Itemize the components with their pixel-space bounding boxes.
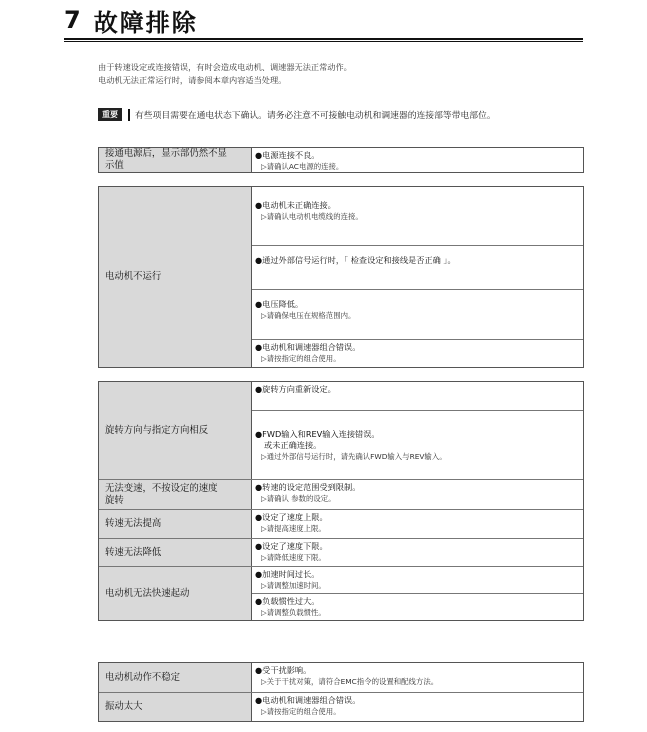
remedy-text: ▷请确认电动机电缆线的连接。 <box>261 212 363 221</box>
cause-text: ●旋转方向重新设定。 <box>255 384 336 394</box>
cause-cell <box>252 566 583 593</box>
cause-cell <box>252 509 583 538</box>
cause-text: ●电源连接不良。 <box>255 150 320 160</box>
symptom-text: 转速无法提高 <box>105 518 162 529</box>
remedy-text: ▷请调整负载惯性。 <box>261 608 326 617</box>
cause-cell <box>252 538 583 566</box>
note-divider <box>128 109 130 121</box>
remedy-text: ▷请按指定的组合使用。 <box>261 354 341 363</box>
cause-text: ●设定了速度上限。 <box>255 512 328 522</box>
cause-cell <box>252 187 583 245</box>
cause-cell <box>252 410 583 479</box>
remedy-text: ▷关于干扰对策，请符合EMC指令的设置和配线方法。 <box>261 677 439 686</box>
important-tag: 重要 <box>98 108 122 121</box>
symptom-text: 旋转 <box>105 494 124 506</box>
chapter-title: 故障排除 <box>93 8 198 37</box>
heading-rule-thin <box>64 41 583 42</box>
cause-cell <box>252 382 583 410</box>
cause-text: ●电动机和调速器组合错误。 <box>255 342 361 352</box>
symptom-cell <box>99 510 252 538</box>
remedy-text: ▷请降低速度下限。 <box>261 553 326 562</box>
troubleshoot-table-2 <box>98 186 584 368</box>
cause-cell <box>252 479 583 509</box>
cause-text: ●负载惯性过大。 <box>255 596 320 606</box>
symptom-cell <box>99 187 252 367</box>
important-note <box>98 108 496 121</box>
cause-cell <box>252 692 583 721</box>
symptom-cell <box>99 663 252 692</box>
cause-cell <box>252 289 583 339</box>
cause-cell <box>252 148 583 172</box>
symptom-text: 无法变速，不按设定的速度 <box>105 482 218 494</box>
symptom-cell <box>99 693 252 721</box>
cause-text: ●受干扰影响。 <box>255 665 312 675</box>
cause-text: ●电动机和调速器组合错误。 <box>255 695 361 705</box>
remedy-text: ▷请调整加速时间。 <box>261 581 326 590</box>
cause-text: ●电压降低。 <box>255 299 304 309</box>
intro-line-1: 由于转速设定或连接错误，有时会造成电动机、调速器无法正常动作。 <box>98 62 352 72</box>
cause-text: ●加速时间过长。 <box>255 569 320 579</box>
cause-cell <box>252 339 583 367</box>
symptom-text: 接通电源后，显示部仍然不显 <box>105 148 227 159</box>
cause-text: ●电动机未正确连接。 <box>255 200 336 210</box>
cause-text: ●设定了速度下限。 <box>255 541 328 551</box>
symptom-cell <box>99 148 252 172</box>
remedy-text: ▷请确保电压在规格范围内。 <box>261 311 356 320</box>
cause-text: 或未正确连接。 <box>264 440 322 450</box>
symptom-text: 旋转方向与指定方向相反 <box>105 424 209 436</box>
heading-rule <box>64 38 583 40</box>
chapter-heading <box>64 2 198 38</box>
symptom-text: 示值 <box>105 160 124 171</box>
remedy-text: ▷请确认 参数的设定。 <box>261 494 336 503</box>
remedy-text: ▷请提高速度上限。 <box>261 524 326 533</box>
cause-text: ●通过外部信号运行时，「 检查设定和接线是否正确 」。 <box>255 255 456 265</box>
cause-cell <box>252 663 583 692</box>
important-text: 有些项目需要在通电状态下确认。请务必注意不可接触电动机和调速器的连接部等带电部位。 <box>135 111 496 121</box>
troubleshoot-table-1 <box>98 147 584 173</box>
chapter-number: 7 <box>64 6 82 34</box>
cause-cell <box>252 245 583 289</box>
symptom-text: 电动机动作不稳定 <box>105 671 181 683</box>
symptom-cell <box>99 382 252 479</box>
remedy-text: ▷请按指定的组合使用。 <box>261 707 341 716</box>
troubleshoot-table-4 <box>98 662 584 722</box>
symptom-text: 电动机无法快速起动 <box>105 587 190 599</box>
symptom-text: 转速无法降低 <box>105 546 162 558</box>
intro-line-2: 电动机无法正常运行时，请参阅本章内容适当处理。 <box>98 75 287 85</box>
symptom-text: 电动机不运行 <box>105 271 162 282</box>
troubleshoot-table-3 <box>98 381 584 621</box>
cause-cell <box>252 593 583 620</box>
symptom-text: 振动太大 <box>105 701 143 712</box>
symptom-cell <box>99 539 252 566</box>
remedy-text: ▷通过外部信号运行时，请先确认FWD输入与REV输入。 <box>261 452 447 461</box>
symptom-cell <box>99 480 252 509</box>
cause-text: ●转速的设定范围受到限制。 <box>255 482 361 492</box>
symptom-cell <box>99 567 252 620</box>
cause-text: ●FWD输入和REV输入连接错误。 <box>255 429 380 439</box>
remedy-text: ▷请确认AC电源的连接。 <box>261 162 344 171</box>
